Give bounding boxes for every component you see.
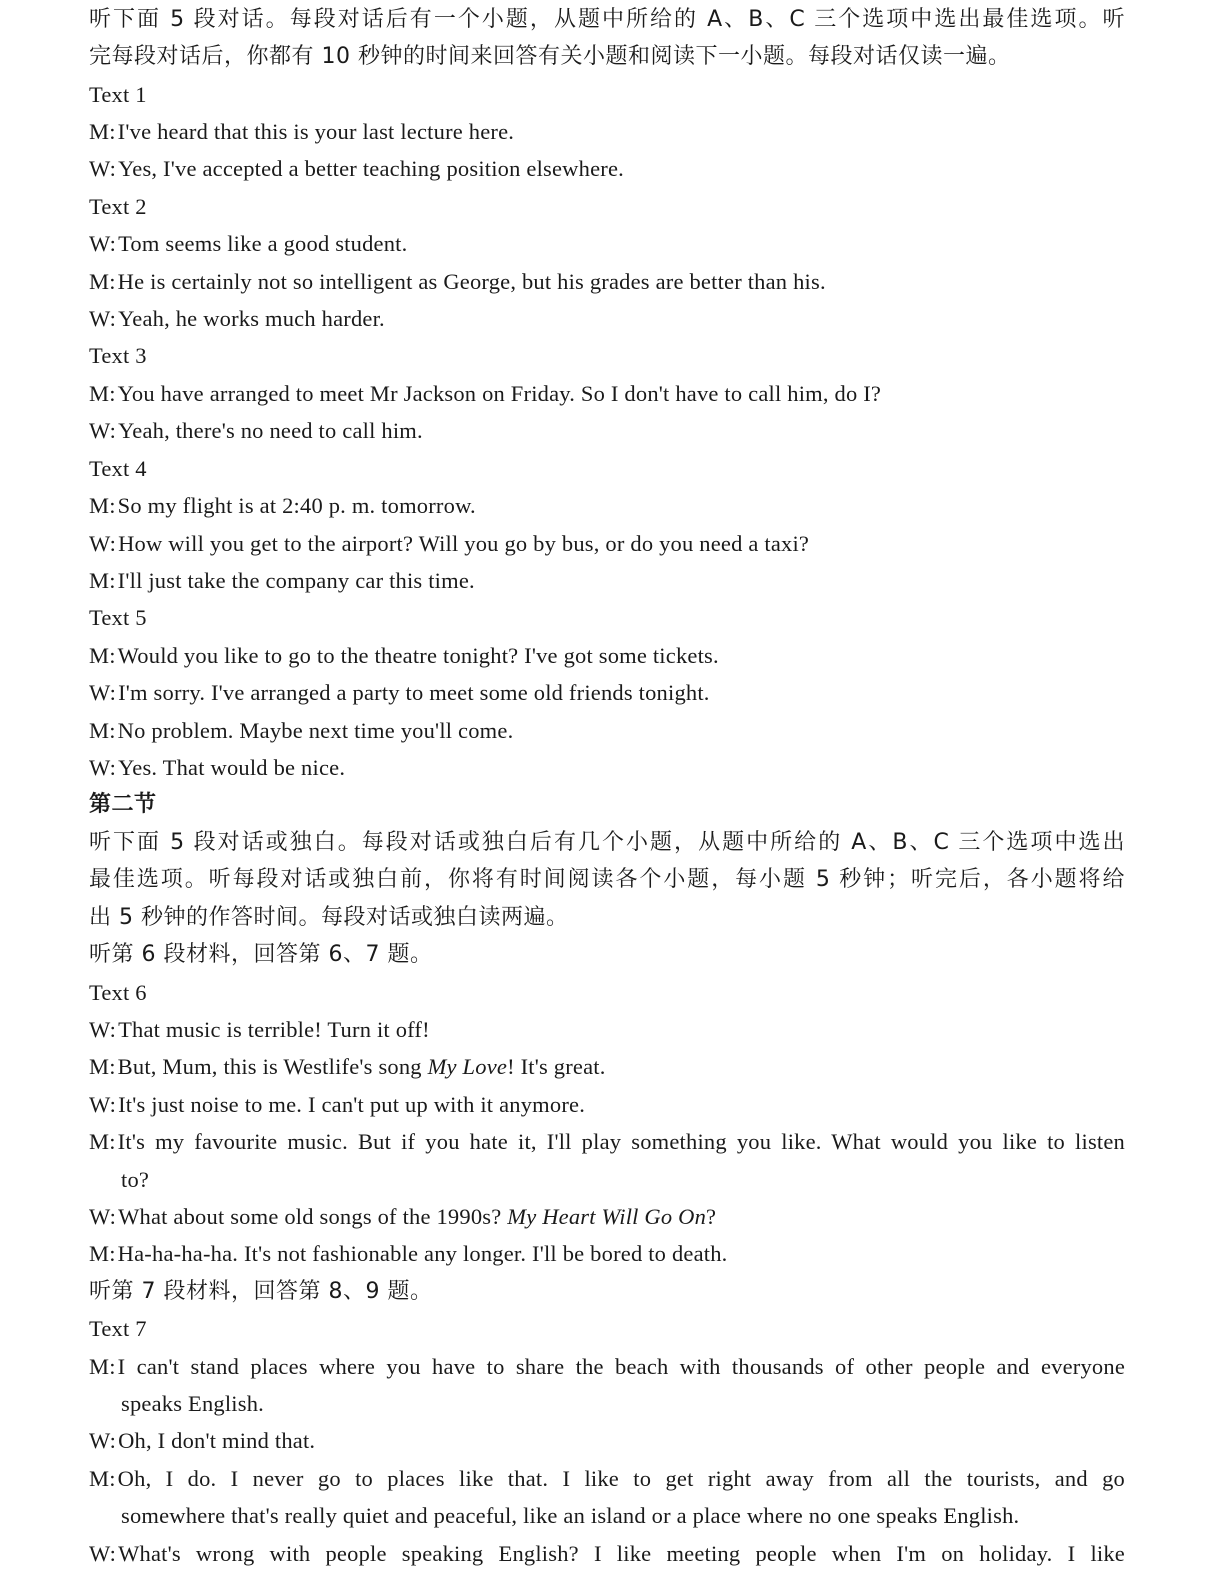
dialogue-text: Oh, I do. I never go to places like that. I like to get right away from all the tourists, and go [117,1466,1125,1491]
speaker-label: M: [89,1466,116,1491]
dialogue-text: That music is terrible! Turn it off! [118,1017,430,1042]
dialogue-text: ! It's great. [507,1054,606,1079]
section1-instruction-line-1: 听下面 5 段对话。每段对话后有一个小题，从题中所给的 A、B、C 三个选项中选出最佳选项。听 [89,7,1125,32]
dialogue-text: He is certainly not so intelligent as George, but his grades are better than his. [117,269,826,294]
dialogue-line [89,529,1125,559]
dialogue-line [89,1352,1125,1382]
speaker-label: W: [89,1428,117,1453]
dialogue-line [89,716,1125,746]
dialogue-continuation: to? [121,1167,150,1192]
speaker-label: W: [89,1092,117,1117]
text3-title: Text 3 [89,343,147,368]
speaker-label: W: [89,231,117,256]
speaker-label: M: [89,1241,116,1266]
speaker-label: W: [89,306,117,331]
dialogue-continuation: somewhere that's really quiet and peaceful, like an island or a place where no one speaks English. [121,1503,1020,1528]
speaker-label: M: [89,119,116,144]
dialogue-line [89,267,1125,297]
speaker-label: W: [89,156,117,181]
speaker-label: W: [89,755,117,780]
dialogue-text: I've heard that this is your last lecture here. [117,119,515,144]
section1-instruction-line-2: 完每段对话后，你都有 10 秒钟的时间来回答有关小题和阅读下一小题。每段对话仅读一遍。 [89,44,1011,69]
dialogue-text: Yes, I've accepted a better teaching position elsewhere. [118,156,624,181]
dialogue-text: I'm sorry. I've arranged a party to meet some old friends tonight. [118,680,710,705]
dialogue-line [89,566,1125,596]
text1-title: Text 1 [89,82,147,107]
speaker-label: W: [89,1204,117,1229]
speaker-label: W: [89,1541,117,1566]
dialogue-text: Tom seems like a good student. [118,231,408,256]
dialogue-line [89,304,1125,334]
speaker-label: M: [89,568,116,593]
dialogue-line [89,1202,1125,1232]
dialogue-line [89,1015,1125,1045]
dialogue-line [89,1464,1125,1494]
text4-title: Text 4 [89,456,147,481]
dialogue-line [89,678,1125,708]
dialogue-text: It's my favourite music. But if you hate it, I'll play something you like. What would you like to listen [117,1129,1125,1154]
dialogue-line [89,1539,1125,1569]
dialogue-line [89,379,1125,409]
section2-instruction-line-3: 出 5 秒钟的作答时间。每段对话或独白读两遍。 [89,905,569,930]
song-title: My Love [427,1054,508,1079]
dialogue-line [89,154,1125,184]
text2-title: Text 2 [89,194,147,219]
dialogue-line [89,491,1125,521]
section2-heading: 第二节 [89,792,157,817]
dialogue-continuation: speaks English. [121,1391,264,1416]
dialogue-line [89,117,1125,147]
text5-title: Text 5 [89,605,147,630]
material-cue-7: 听第 7 段材料，回答第 8、9 题。 [89,1279,433,1304]
speaker-label: M: [89,643,116,668]
dialogue-text: You have arranged to meet Mr Jackson on Friday. So I don't have to call him, do I? [117,381,882,406]
dialogue-text: Would you like to go to the theatre tonight? I've got some tickets. [117,643,719,668]
section2-instruction-line-1: 听下面 5 段对话或独白。每段对话或独白后有几个小题，从题中所给的 A、B、C 三个选项中选出 [89,830,1125,855]
song-title: My Heart Will Go On [507,1204,707,1229]
speaker-label: M: [89,493,116,518]
speaker-label: M: [89,1354,116,1379]
dialogue-text: Yeah, he works much harder. [118,306,385,331]
dialogue-text: So my flight is at 2:40 p. m. tomorrow. [117,493,476,518]
dialogue-line [89,1426,1125,1456]
dialogue-text: I'll just take the company car this time. [117,568,475,593]
dialogue-text: Yes. That would be nice. [118,755,346,780]
dialogue-text: Ha-ha-ha-ha. It's not fashionable any longer. I'll be bored to death. [117,1241,728,1266]
dialogue-text: Yeah, there's no need to call him. [118,418,423,443]
section2-instruction-line-2: 最佳选项。听每段对话或独白前，你将有时间阅读各个小题，每小题 5 秒钟；听完后，各小题将给 [89,867,1125,892]
speaker-label: W: [89,680,117,705]
speaker-label: M: [89,1054,116,1079]
dialogue-line [89,1052,1125,1082]
dialogue-text: I can't stand places where you have to share the beach with thousands of other people and everyone [117,1354,1125,1379]
dialogue-text: What about some old songs of the 1990s? [118,1204,508,1229]
dialogue-text: How will you get to the airport? Will you go by bus, or do you need a taxi? [118,531,810,556]
dialogue-text: It's just noise to me. I can't put up with it anymore. [118,1092,586,1117]
dialogue-text: What's wrong with people speaking English? I like meeting people when I'm on holiday. I like [118,1541,1125,1566]
speaker-label: M: [89,381,116,406]
dialogue-line [89,1090,1125,1120]
speaker-label: W: [89,1017,117,1042]
dialogue-line [89,753,1125,783]
speaker-label: M: [89,269,116,294]
material-cue-6: 听第 6 段材料，回答第 6、7 题。 [89,942,433,967]
dialogue-line [89,1127,1125,1157]
dialogue-text: Oh, I don't mind that. [118,1428,316,1453]
dialogue-line [89,229,1125,259]
dialogue-text: No problem. Maybe next time you'll come. [117,718,514,743]
text6-title: Text 6 [89,980,147,1005]
speaker-label: W: [89,531,117,556]
dialogue-line [89,416,1125,446]
dialogue-line [89,1239,1125,1269]
dialogue-line [89,641,1125,671]
text7-title: Text 7 [89,1316,147,1341]
dialogue-text: ? [706,1204,717,1229]
speaker-label: M: [89,1129,116,1154]
speaker-label: M: [89,718,116,743]
speaker-label: W: [89,418,117,443]
dialogue-text: But, Mum, this is Westlife's song [117,1054,428,1079]
